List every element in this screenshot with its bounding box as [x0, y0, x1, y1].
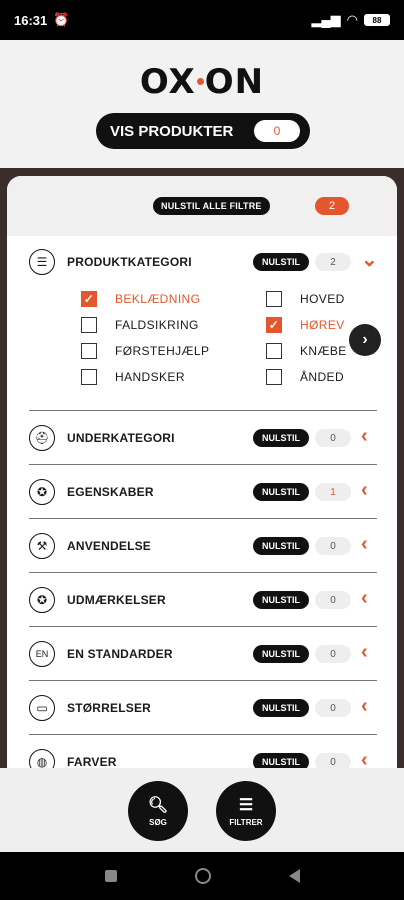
- reset-button[interactable]: NULSTIL: [253, 429, 309, 447]
- chevron-left-icon[interactable]: ‹: [361, 425, 368, 447]
- filter-button[interactable]: [216, 781, 276, 841]
- search-label: SØG: [149, 818, 167, 827]
- filter-row-underkategori[interactable]: [29, 412, 377, 464]
- reset-button[interactable]: NULSTIL: [253, 253, 309, 271]
- option-label: FØRSTEHJÆLP: [115, 344, 210, 358]
- helmet-icon: ⛑: [29, 425, 55, 451]
- filter-count: 0: [315, 429, 351, 447]
- bottom-bar: [0, 768, 404, 852]
- chevron-left-icon[interactable]: ‹: [361, 587, 368, 609]
- option-label: BEKLÆDNING: [115, 292, 201, 306]
- filter-row-udmaerkelser[interactable]: [29, 574, 377, 626]
- option-knaebe[interactable]: [266, 342, 347, 360]
- filter-row-egenskaber[interactable]: [29, 466, 377, 518]
- battery-icon: 88: [364, 14, 390, 26]
- filter-row-farver[interactable]: [29, 736, 377, 768]
- checkbox[interactable]: [81, 369, 97, 385]
- filter-label: PRODUKTKATEGORI: [67, 255, 192, 269]
- chevron-left-icon[interactable]: ‹: [361, 533, 368, 555]
- option-label: KNÆBE: [300, 344, 347, 358]
- filter-label: UNDERKATEGORI: [67, 431, 175, 445]
- reset-button[interactable]: NULSTIL: [253, 699, 309, 717]
- reset-button[interactable]: NULSTIL: [253, 645, 309, 663]
- palette-icon: ◍: [29, 749, 55, 768]
- ox-on-logo: [0, 62, 404, 102]
- logo-right: ON: [204, 62, 265, 102]
- search-icon: 🔍︎: [147, 797, 169, 814]
- filter-label: EGENSKABER: [67, 485, 154, 499]
- checkbox[interactable]: [81, 343, 97, 359]
- show-products-label: VIS PRODUKTER: [110, 122, 234, 140]
- category-icon: ☰: [29, 249, 55, 275]
- filter-label: ANVENDELSE: [67, 539, 152, 553]
- option-label: ÅNDED: [300, 370, 345, 384]
- active-filter-count: 2: [315, 197, 349, 215]
- divider: [29, 518, 377, 519]
- checkbox[interactable]: [266, 369, 282, 385]
- filter-count: 0: [315, 699, 351, 717]
- reset-all-filters-button[interactable]: NULSTIL ALLE FILTRE: [153, 197, 270, 215]
- checkbox-checked[interactable]: ✓: [266, 317, 282, 333]
- alarm-icon: ⏰: [53, 12, 70, 27]
- show-products-count: 0: [254, 120, 300, 142]
- option-beklaedning[interactable]: [81, 290, 200, 308]
- chevron-right-icon[interactable]: ›: [349, 324, 381, 356]
- checkbox[interactable]: [266, 343, 282, 359]
- filter-label: STØRRELSER: [67, 701, 152, 715]
- reset-button[interactable]: NULSTIL: [253, 591, 309, 609]
- option-faldsikring[interactable]: [81, 316, 199, 334]
- divider: [29, 572, 377, 573]
- chevron-left-icon[interactable]: ‹: [361, 479, 368, 501]
- divider: [29, 626, 377, 627]
- filter-row-en-standarder[interactable]: [29, 628, 377, 680]
- option-hoved[interactable]: [266, 290, 345, 308]
- option-label: FALDSIKRING: [115, 318, 199, 332]
- show-products-button[interactable]: [96, 113, 310, 149]
- status-time: 16:31: [14, 12, 48, 28]
- checkbox[interactable]: [266, 291, 282, 307]
- option-label: HANDSKER: [115, 370, 185, 384]
- wifi-icon: ◠: [346, 12, 358, 27]
- filter-count: 0: [315, 537, 351, 555]
- medal-icon: ✪: [29, 479, 55, 505]
- system-nav-bar: [0, 852, 404, 900]
- filter-count: 0: [315, 753, 351, 768]
- logo-left: OX: [139, 62, 196, 102]
- chevron-left-icon[interactable]: ‹: [361, 695, 368, 717]
- filter-count: 2: [315, 253, 351, 271]
- status-bar: [0, 0, 404, 40]
- filter-count: 0: [315, 645, 351, 663]
- option-label: HØREV: [300, 318, 345, 332]
- filter-label: FILTRER: [229, 818, 263, 827]
- award-icon: ✪: [29, 587, 55, 613]
- reset-button[interactable]: NULSTIL: [253, 483, 309, 501]
- header: [0, 40, 404, 168]
- en-standard-icon: EN: [29, 641, 55, 667]
- search-button[interactable]: [128, 781, 188, 841]
- checkbox-checked[interactable]: ✓: [81, 291, 97, 307]
- filter-label: UDMÆRKELSER: [67, 593, 166, 607]
- filter-label: EN STANDARDER: [67, 647, 173, 661]
- divider: [29, 410, 377, 411]
- filter-row-storrelser[interactable]: [29, 682, 377, 734]
- divider: [29, 464, 377, 465]
- option-handsker[interactable]: [81, 368, 185, 386]
- logo-dot: [197, 78, 204, 85]
- filter-count: 0: [315, 591, 351, 609]
- option-forstehjaelp[interactable]: [81, 342, 209, 360]
- filter-count: 1: [315, 483, 351, 501]
- filter-panel: [7, 176, 397, 768]
- chevron-left-icon[interactable]: ‹: [361, 641, 368, 663]
- back-icon[interactable]: [289, 869, 300, 883]
- sliders-icon: ☰: [238, 797, 254, 814]
- chevron-down-icon[interactable]: ⌄: [361, 249, 378, 271]
- checkbox[interactable]: [81, 317, 97, 333]
- reset-button[interactable]: NULSTIL: [253, 537, 309, 555]
- chevron-left-icon[interactable]: ‹: [361, 749, 368, 768]
- recents-icon[interactable]: [105, 870, 117, 882]
- option-label: HOVED: [300, 292, 345, 306]
- divider: [29, 734, 377, 735]
- home-icon[interactable]: [195, 868, 211, 884]
- reset-button[interactable]: NULSTIL: [253, 753, 309, 768]
- divider: [29, 680, 377, 681]
- filter-row-anvendelse[interactable]: [29, 520, 377, 572]
- size-icon: ▭: [29, 695, 55, 721]
- option-horev[interactable]: [266, 316, 345, 334]
- filter-label: FARVER: [67, 755, 117, 768]
- worker-icon: ⚒: [29, 533, 55, 559]
- option-anded[interactable]: [266, 368, 344, 386]
- signal-icon: ▂▄▆: [311, 12, 341, 27]
